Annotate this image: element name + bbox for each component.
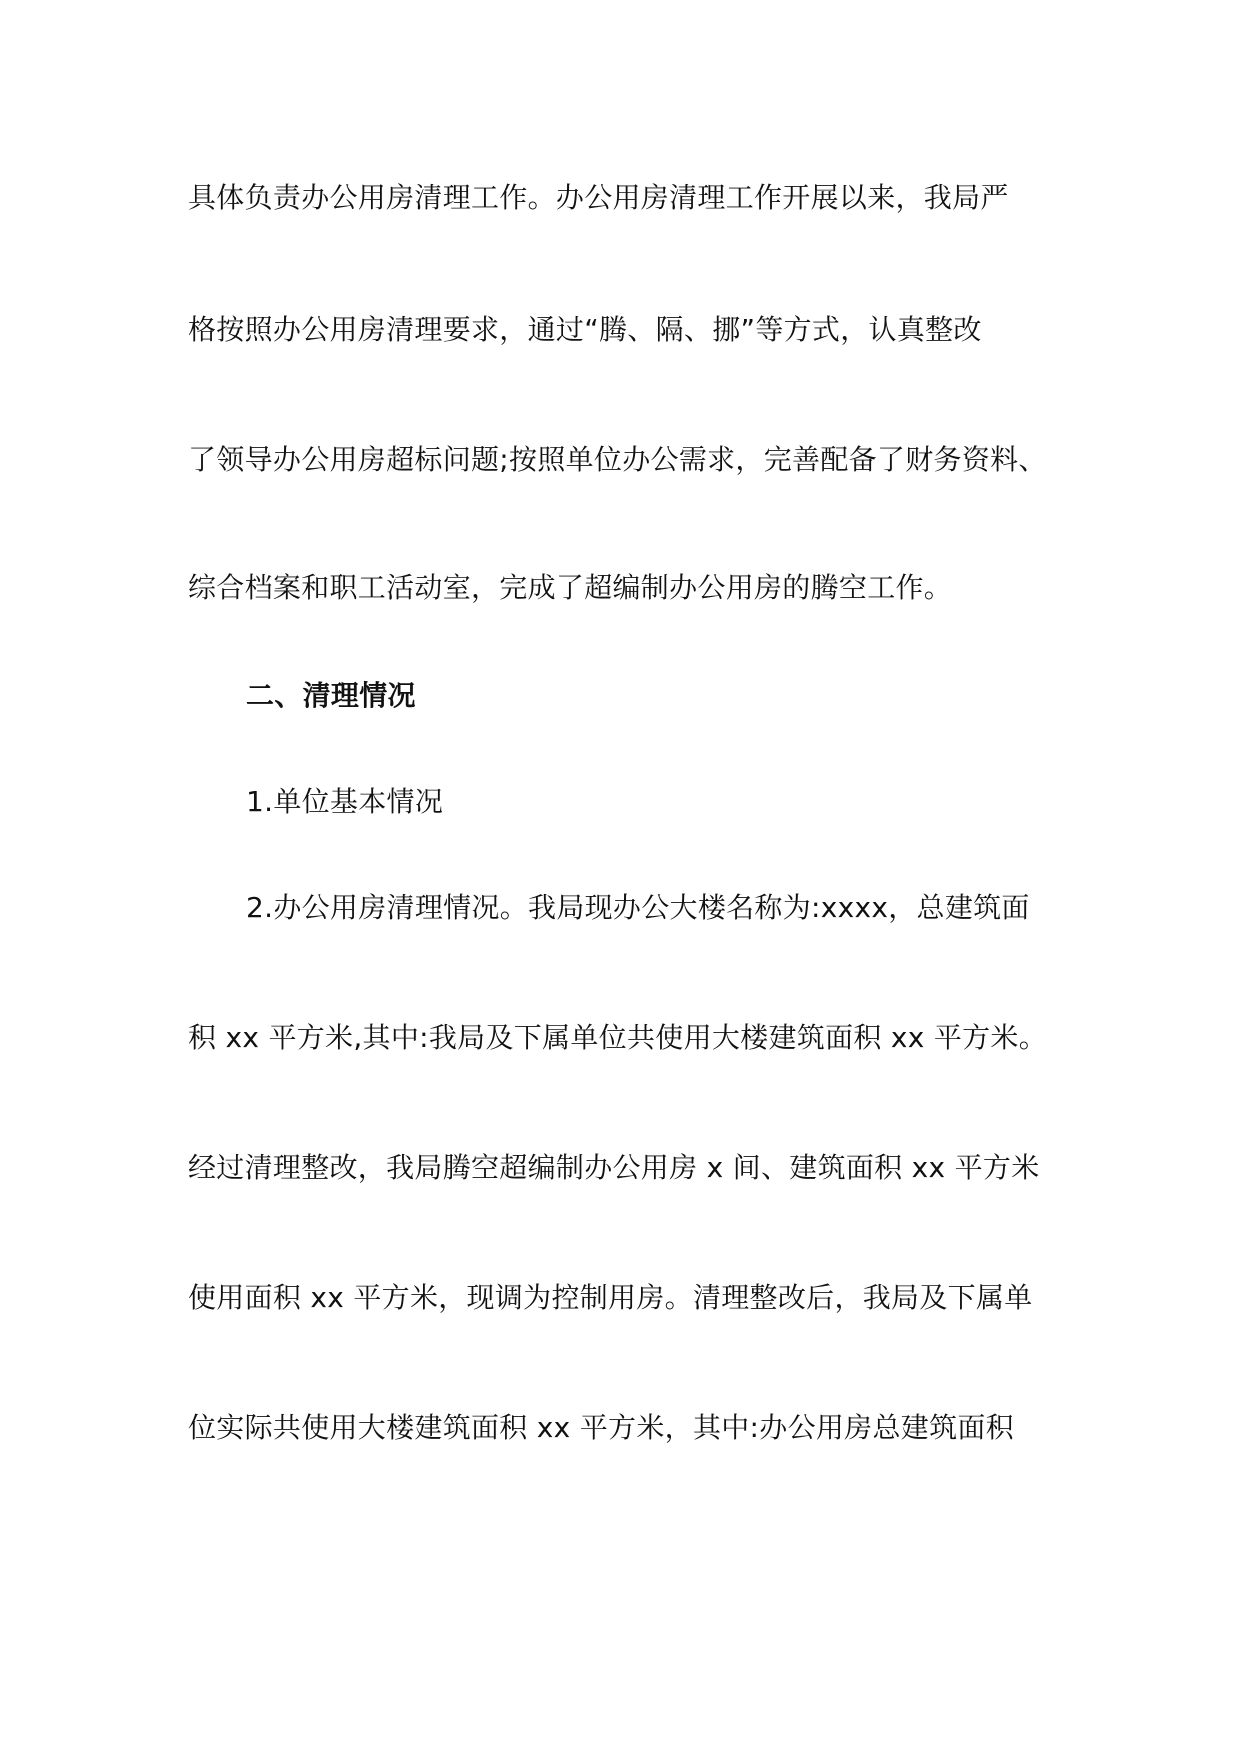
list-item-2-line-2: 积 xx 平方米,其中:我局及下属单位共使用大楼建筑面积 xx 平方米。 bbox=[188, 1021, 1048, 1054]
list-item-2-line-3: 经过清理整改，我局腾空超编制办公用房 x 间、建筑面积 xx 平方米 bbox=[188, 1151, 1040, 1184]
section-heading: 二、清理情况 bbox=[246, 679, 416, 712]
paragraph-line-1: 具体负责办公用房清理工作。办公用房清理工作开展以来，我局严 bbox=[188, 181, 1009, 214]
list-item-2-line-1: 2.办公用房清理情况。我局现办公大楼名称为:xxxx，总建筑面 bbox=[246, 891, 1030, 924]
paragraph-line-2: 格按照办公用房清理要求，通过“腾、隔、挪”等方式，认真整改 bbox=[188, 313, 982, 346]
paragraph-line-3: 了领导办公用房超标问题;按照单位办公需求，完善配备了财务资料、 bbox=[188, 443, 1047, 476]
list-item-2-line-4: 使用面积 xx 平方米，现调为控制用房。清理整改后，我局及下属单 bbox=[188, 1281, 1033, 1314]
list-item-1: 1.单位基本情况 bbox=[246, 785, 444, 818]
paragraph-line-4: 综合档案和职工活动室，完成了超编制办公用房的腾空工作。 bbox=[188, 571, 953, 604]
list-item-2-line-5: 位实际共使用大楼建筑面积 xx 平方米，其中:办公用房总建筑面积 bbox=[188, 1411, 1014, 1444]
